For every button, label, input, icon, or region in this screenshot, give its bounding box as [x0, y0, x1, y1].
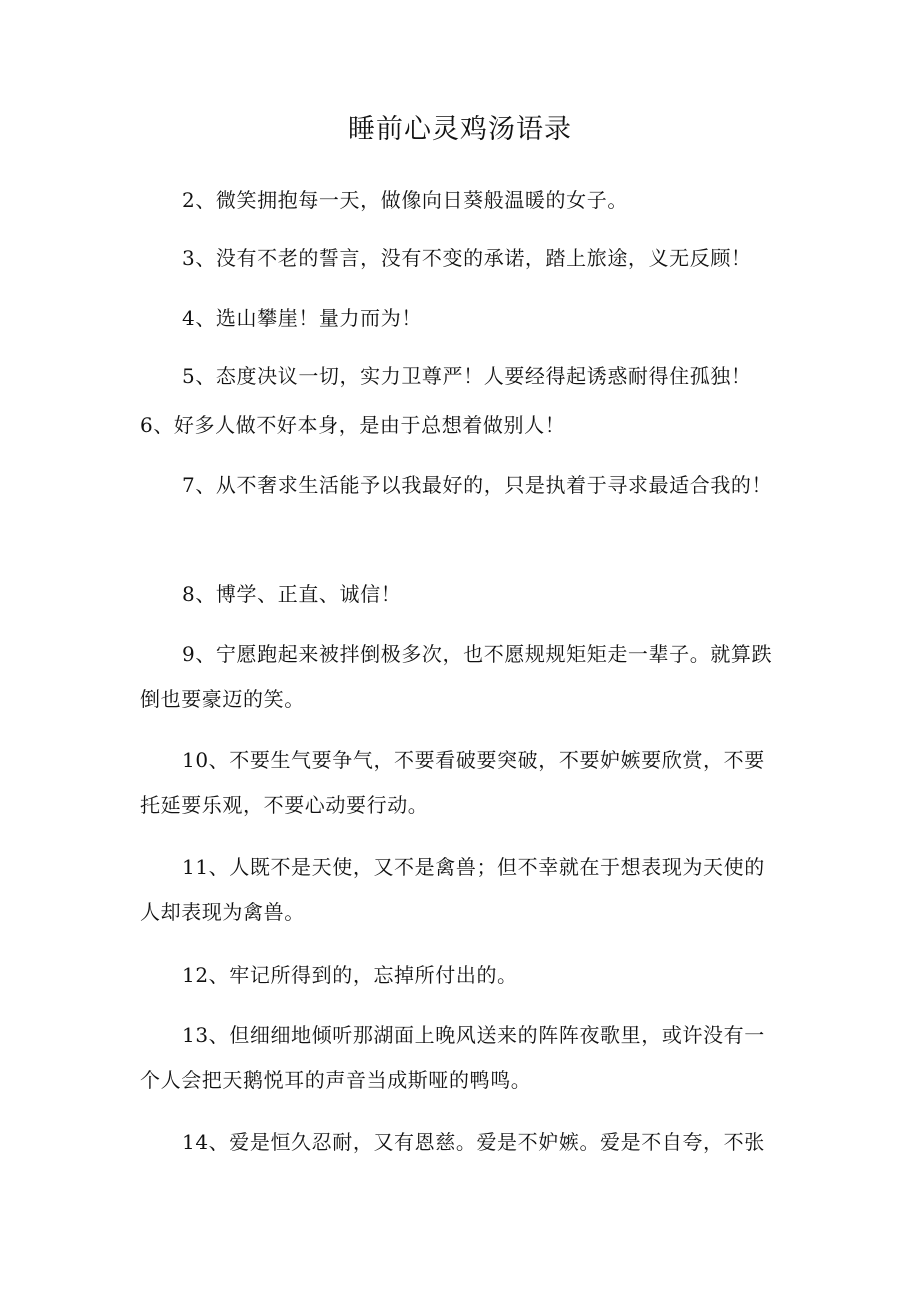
paragraph-12: 12、牢记所得到的，忘掉所付出的。: [182, 963, 518, 987]
paragraph-8: 8、博学、正直、诚信！: [182, 582, 402, 606]
paragraph-5: 5、态度决议一切，实力卫尊严！人要经得起诱惑耐得住孤独！: [182, 364, 752, 388]
paragraph-13: 13、但细细地倾听那湖面上晚风送来的阵阵夜歌里，或许没有一个人会把天鹅悦耳的声音当成斯哑的鸭鸣。: [140, 1023, 765, 1092]
paragraph-14: 14、爱是恒久忍耐，又有恩慈。爱是不妒嫉。爱是不自夸，不张: [182, 1130, 765, 1154]
paragraph-3: 3、没有不老的誓言，没有不变的承诺，踏上旅途，义无反顾！: [182, 246, 752, 270]
paragraph-7: 7、从不奢求生活能予以我最好的，只是执着于寻求最适合我的！: [182, 473, 773, 497]
document-title: 睡前心灵鸡汤语录: [348, 114, 572, 145]
paragraph-4: 4、选山攀崖！量力而为！: [182, 306, 422, 330]
paragraph-9: 9、宁愿跑起来被拌倒极多次，也不愿规规矩矩走一辈子。就算跌倒也要豪迈的笑。: [140, 642, 773, 711]
paragraph-2: 2、微笑拥抱每一天，做像向日葵般温暖的女子。: [182, 188, 628, 212]
paragraph-10: 10、不要生气要争气，不要看破要突破，不要妒嫉要欣赏，不要托延要乐观，不要心动要行动。: [140, 748, 765, 817]
paragraph-11: 11、人既不是天使，又不是禽兽；但不幸就在于想表现为天使的人却表现为禽兽。: [140, 855, 765, 924]
paragraph-6: 6、好多人做不好本身，是由于总想着做别人！: [140, 413, 566, 437]
